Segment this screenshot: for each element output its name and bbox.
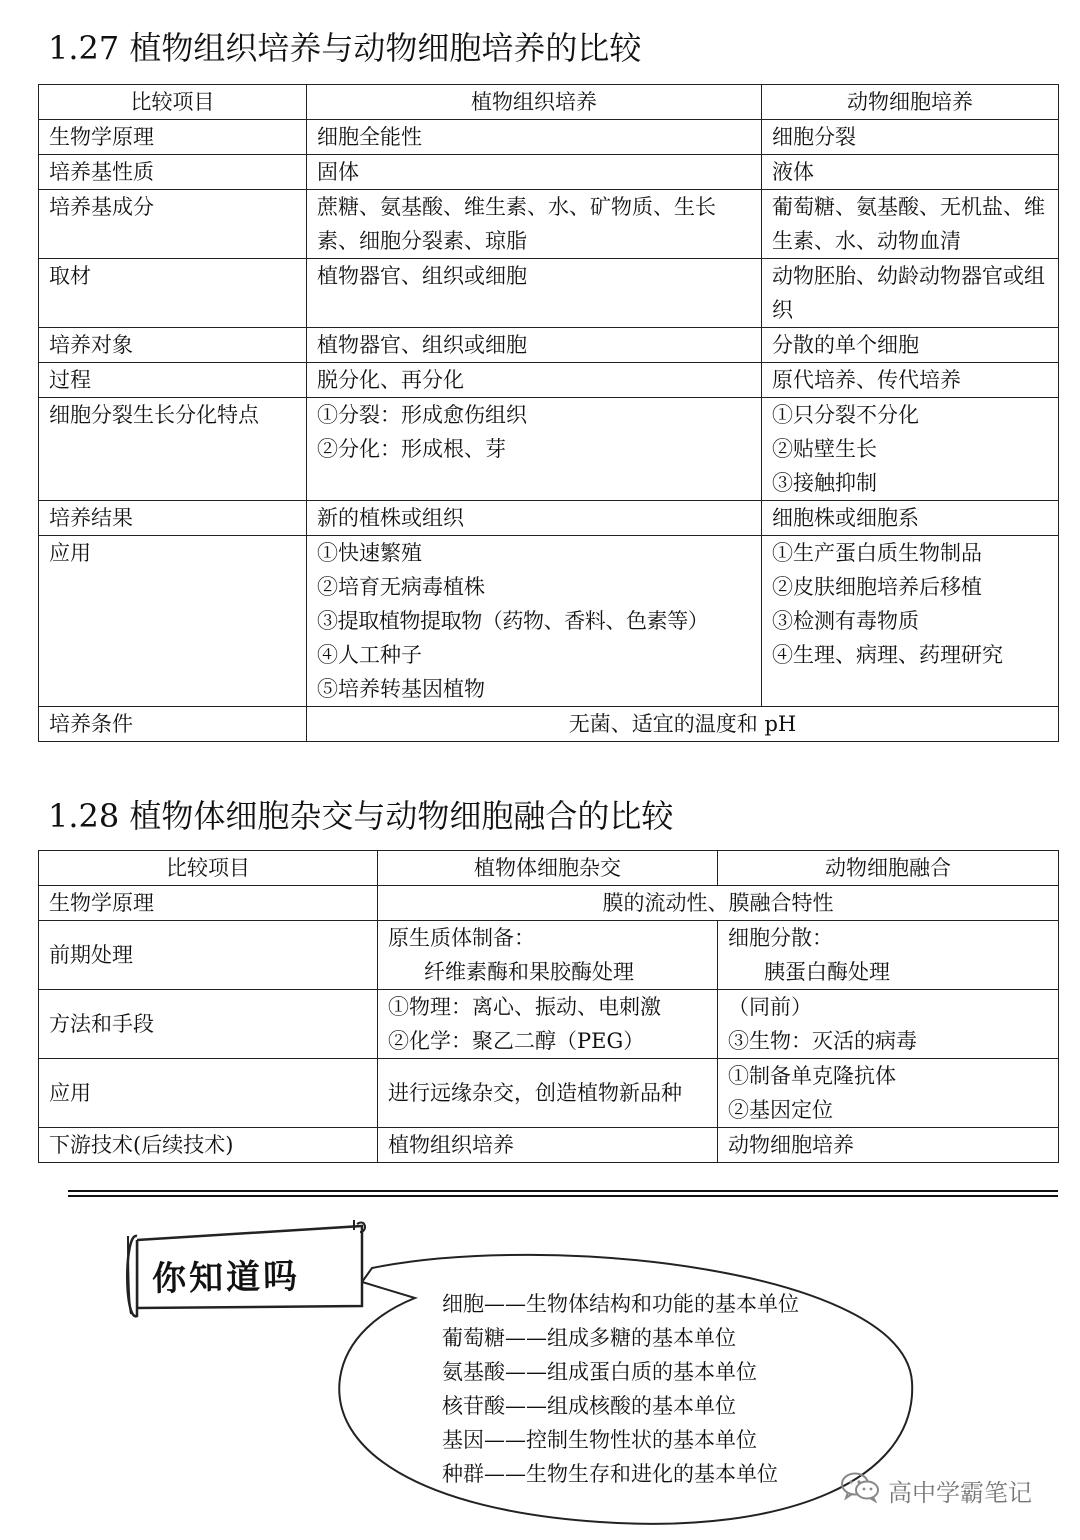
- table-row: [39, 707, 1059, 742]
- fact-line: 葡萄糖——组成多糖的基本单位: [442, 1326, 736, 1350]
- table-header-row: [39, 851, 1059, 886]
- fact-line: 氨基酸——组成蛋白质的基本单位: [442, 1360, 757, 1384]
- row-item: 应用: [39, 536, 307, 707]
- animal-cell: 动物胚胎、幼龄动物器官或组织: [762, 259, 1059, 328]
- table-row: [39, 190, 1059, 259]
- table-row: [39, 328, 1059, 363]
- row-item: 应用: [39, 1059, 378, 1128]
- plant-cell: 固体: [307, 155, 762, 190]
- animal-cell: 葡萄糖、氨基酸、无机盐、维生素、水、动物血清: [762, 190, 1059, 259]
- divider-rule-bottom: [68, 1195, 1058, 1197]
- plant-cell: 原生质体制备： 纤维素酶和果胶酶处理: [378, 921, 718, 990]
- row-item: 培养基成分: [39, 190, 307, 259]
- row-item: 培养结果: [39, 501, 307, 536]
- row-item: 培养条件: [39, 707, 307, 742]
- table-header-row: [39, 85, 1059, 120]
- row-item: 过程: [39, 363, 307, 398]
- header-plant-somatic-hybridization: 植物体细胞杂交: [378, 851, 718, 886]
- row-item: 培养对象: [39, 328, 307, 363]
- table-row: [39, 990, 1059, 1059]
- plant-cell: 植物组织培养: [378, 1128, 718, 1163]
- animal-cell: 原代培养、传代培养: [762, 363, 1059, 398]
- table-row: [39, 886, 1059, 921]
- fact-line: 核苷酸——组成核酸的基本单位: [442, 1394, 736, 1418]
- row-item: 生物学原理: [39, 120, 307, 155]
- row-item: 方法和手段: [39, 990, 378, 1059]
- conditions-cell: 无菌、适宜的温度和 pH: [307, 707, 1059, 742]
- header-plant-tissue-culture: 植物组织培养: [307, 85, 762, 120]
- table-row: [39, 501, 1059, 536]
- row-item: 下游技术(后续技术): [39, 1128, 378, 1163]
- table-row: [39, 398, 1059, 501]
- table-row: [39, 363, 1059, 398]
- header-animal-cell-fusion: 动物细胞融合: [718, 851, 1059, 886]
- wechat-icon: [840, 1471, 880, 1509]
- animal-cell: ①制备单克隆抗体 ②基因定位: [718, 1059, 1059, 1128]
- plant-cell: 新的植株或组织: [307, 501, 762, 536]
- watermark: [840, 1470, 1032, 1510]
- table-row: [39, 921, 1059, 990]
- animal-cell: 动物细胞培养: [718, 1128, 1059, 1163]
- header-animal-cell-culture: 动物细胞培养: [762, 85, 1059, 120]
- plant-cell: 脱分化、再分化: [307, 363, 762, 398]
- plant-cell: 进行远缘杂交，创造植物新品种: [378, 1059, 718, 1128]
- plant-cell: ①分裂：形成愈伤组织 ②分化：形成根、芽: [307, 398, 762, 501]
- watermark-text: 高中学霸笔记: [888, 1478, 1032, 1507]
- table-row: [39, 536, 1059, 707]
- section-128-heading: 1.28 植物体细胞杂交与动物细胞融合的比较: [48, 797, 674, 835]
- plant-cell: 蔗糖、氨基酸、维生素、水、矿物质、生长素、细胞分裂素、琼脂: [307, 190, 762, 259]
- row-item: 细胞分裂生长分化特点: [39, 398, 307, 501]
- animal-cell: 细胞分裂: [762, 120, 1059, 155]
- row-item: 培养基性质: [39, 155, 307, 190]
- header-compare-item: 比较项目: [39, 85, 307, 120]
- fact-line: 细胞——生物体结构和功能的基本单位: [442, 1292, 799, 1316]
- did-you-know-title: 你知道吗: [151, 1256, 301, 1300]
- section-127-heading: 1.27 植物组织培养与动物细胞培养的比较: [48, 29, 642, 67]
- header-compare-item: 比较项目: [39, 851, 378, 886]
- animal-cell: （同前） ③生物：灭活的病毒: [718, 990, 1059, 1059]
- plant-cell: ①物理：离心、振动、电刺激 ②化学：聚乙二醇（PEG）: [378, 990, 718, 1059]
- divider-rule-top: [68, 1190, 1058, 1192]
- plant-cell: 植物器官、组织或细胞: [307, 328, 762, 363]
- row-item: 取材: [39, 259, 307, 328]
- plant-cell: 细胞全能性: [307, 120, 762, 155]
- table-row: [39, 1128, 1059, 1163]
- cell-fusion-table: [38, 850, 1059, 1163]
- plant-cell: 植物器官、组织或细胞: [307, 259, 762, 328]
- animal-cell: 液体: [762, 155, 1059, 190]
- row-item: 前期处理: [39, 921, 378, 990]
- fact-line: 基因——控制生物性状的基本单位: [442, 1428, 757, 1452]
- fact-line: 种群——生物生存和进化的基本单位: [442, 1462, 778, 1486]
- table-row: [39, 120, 1059, 155]
- table-row: [39, 1059, 1059, 1128]
- table-row: [39, 155, 1059, 190]
- animal-cell: 细胞株或细胞系: [762, 501, 1059, 536]
- principle-cell: 膜的流动性、膜融合特性: [378, 886, 1059, 921]
- plant-animal-culture-table: [38, 84, 1059, 742]
- animal-cell: 细胞分散： 胰蛋白酶处理: [718, 921, 1059, 990]
- animal-cell: ①生产蛋白质生物制品 ②皮肤细胞培养后移植 ③检测有毒物质 ④生理、病理、药理研究: [762, 536, 1059, 707]
- animal-cell: 分散的单个细胞: [762, 328, 1059, 363]
- row-item: 生物学原理: [39, 886, 378, 921]
- plant-cell: ①快速繁殖 ②培育无病毒植株 ③提取植物提取物（药物、香料、色素等） ④人工种子 ⑤培养转基因植物: [307, 536, 762, 707]
- table-row: [39, 259, 1059, 328]
- animal-cell: ①只分裂不分化 ②贴壁生长 ③接触抑制: [762, 398, 1059, 501]
